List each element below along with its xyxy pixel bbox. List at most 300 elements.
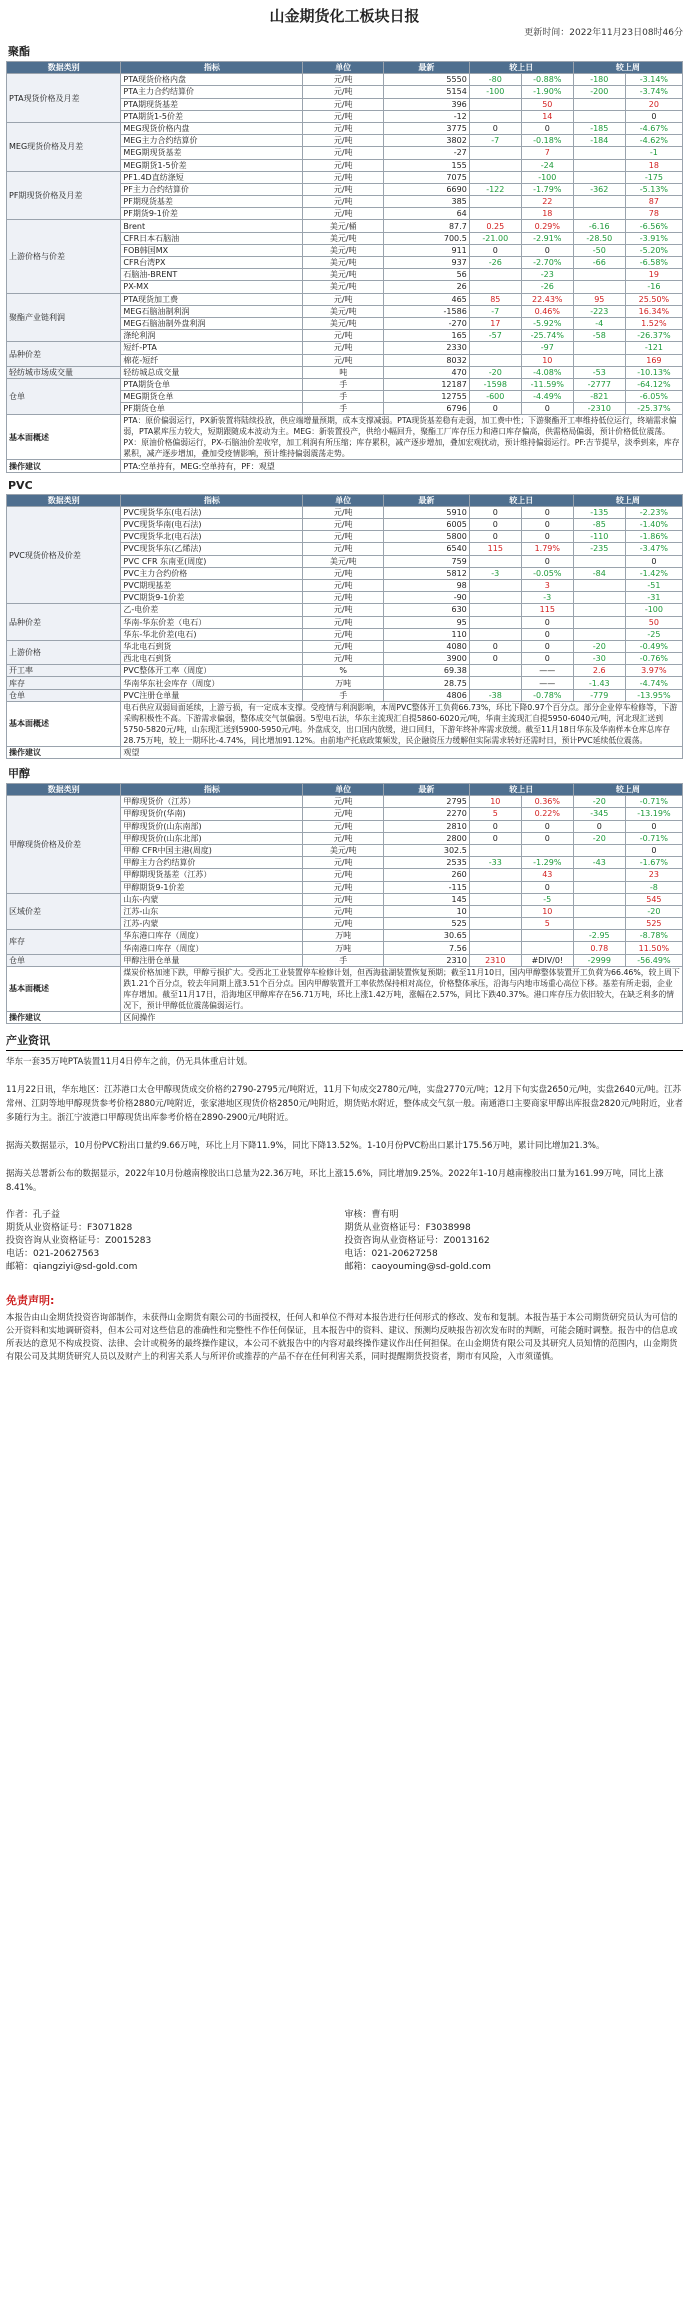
table-row	[7, 665, 683, 677]
latest-value: 6005	[383, 519, 469, 531]
indicator-cell: PVC主力合约价格	[121, 567, 303, 579]
unit-cell: 手	[303, 378, 384, 390]
indicator-cell: 甲醇注册仓单量	[121, 954, 303, 966]
day-change: -3	[469, 567, 521, 579]
day-change-pct: -4.49%	[521, 391, 573, 403]
category-cell: 轻纺城市场成交量	[7, 366, 121, 378]
week-change-pct: -5.13%	[625, 183, 682, 195]
week-change: -110	[573, 531, 625, 543]
unit-cell: 万吨	[303, 942, 384, 954]
indicator-cell: 江苏-山东	[121, 905, 303, 917]
column-header: 指标	[121, 494, 303, 506]
indicator-cell: 华南港口库存（周度）	[121, 942, 303, 954]
day-change: -100	[469, 86, 521, 98]
latest-value: 630	[383, 604, 469, 616]
week-change	[573, 98, 625, 110]
category-cell: 库存	[7, 930, 121, 954]
industry-news	[6, 1034, 683, 1195]
strategy-text: 区间操作	[121, 1011, 683, 1023]
unit-cell: 美元/吨	[303, 281, 384, 293]
day-change	[469, 665, 521, 677]
unit-cell: 元/吨	[303, 832, 384, 844]
day-change	[469, 196, 521, 208]
week-change: -28.50	[573, 232, 625, 244]
category-cell: 聚酯产业链利润	[7, 293, 121, 342]
week-change: 0.78	[573, 942, 625, 954]
day-change	[469, 592, 521, 604]
indicator-cell: 西北电石到货	[121, 653, 303, 665]
table-header-row	[7, 494, 683, 506]
indicator-cell: CFR日本石脑油	[121, 232, 303, 244]
unit-cell: 手	[303, 689, 384, 701]
industry-item: 据海关总署新公布的数据显示，2022年10月份越南橡胶出口总量为22.36万吨，环比上涨15.6%，同比增加9.25%。2022年1-10月越南橡胶出口量为161.99万吨，同比上涨8.41%。	[6, 1169, 664, 1193]
day-change: 115	[469, 543, 521, 555]
week-change-pct: 3.97%	[625, 665, 682, 677]
unit-cell: 元/吨	[303, 640, 384, 652]
week-change: 95	[573, 293, 625, 305]
week-change-pct: 18	[625, 159, 682, 171]
day-change-pct: 0	[521, 653, 573, 665]
day-change-pct	[521, 942, 573, 954]
week-change: -66	[573, 257, 625, 269]
latest-value: 260	[383, 869, 469, 881]
day-change-pct: 18	[521, 208, 573, 220]
day-change	[469, 208, 521, 220]
week-change	[573, 171, 625, 183]
day-change-pct: -5	[521, 893, 573, 905]
week-change	[573, 342, 625, 354]
day-change: 17	[469, 317, 521, 329]
day-change-pct: 22	[521, 196, 573, 208]
latest-value: 26	[383, 281, 469, 293]
latest-value: 3775	[383, 122, 469, 134]
indicator-cell: 涤纶利润	[121, 330, 303, 342]
category-cell: PTA现货价格及月差	[7, 74, 121, 123]
day-change-pct: 0	[521, 881, 573, 893]
week-change-pct: -2.23%	[625, 506, 682, 518]
day-change: 0.25	[469, 220, 521, 232]
table-row	[7, 677, 683, 689]
week-change-pct: 16.34%	[625, 305, 682, 317]
indicator-cell: 甲醇主力合约结算价	[121, 857, 303, 869]
table-row	[7, 954, 683, 966]
week-change-pct: -5.20%	[625, 244, 682, 256]
summary-text: 电石供应双弱局面延续，上游亏损，有一定成本支撑。受疫情与利润影响，本周PVC整体开工负荷66.73%，环比下降0.97个百分点。部分企业停车检修等，下游采购积极性不高。下游需求偏弱，整体成交气氛偏弱。5型电石法，华东主流现汇自提5860-6020元/吨，华南主流现汇自提5950-6040元/吨，河北现汇送到5750-5820元/吨，山东现汇送到5900-5950元/吨。外盘成交，出口国内放缓，进口回归，下游年终补库需求放缓。截至11月18日华东及华南样本仓库总库存28.75万吨，较上一期环比-4.74%，同比增加91.12%。由前地产托底政策频发，民企融资压力缓解但实际需求转好还需时日，预计PVC延续低位震荡。	[121, 701, 683, 746]
day-change	[469, 942, 521, 954]
week-change: -180	[573, 74, 625, 86]
week-change	[573, 208, 625, 220]
unit-cell: 元/吨	[303, 653, 384, 665]
latest-value: 56	[383, 269, 469, 281]
day-change	[469, 110, 521, 122]
week-change	[573, 893, 625, 905]
category-cell: 仓单	[7, 378, 121, 415]
day-change: 0	[469, 519, 521, 531]
section-title: PVC	[8, 478, 33, 492]
day-change: 0	[469, 506, 521, 518]
category-cell: 仓单	[7, 689, 121, 701]
unit-cell: 元/吨	[303, 293, 384, 305]
week-change: -58	[573, 330, 625, 342]
unit-cell: 元/吨	[303, 628, 384, 640]
day-change-pct: 0	[521, 244, 573, 256]
week-change-pct: -51	[625, 579, 682, 591]
column-header: 最新	[383, 494, 469, 506]
week-change: -1.43	[573, 677, 625, 689]
day-change-pct: 115	[521, 604, 573, 616]
day-change-pct: -0.05%	[521, 567, 573, 579]
day-change: 5	[469, 808, 521, 820]
week-change	[573, 354, 625, 366]
summary-label: 基本面概述	[7, 701, 121, 746]
author-email[interactable]: 邮箱：qiangziyi@sd-gold.com	[6, 1262, 138, 1272]
week-change: -135	[573, 506, 625, 518]
indicator-cell: 甲醇期现货基差（江苏）	[121, 869, 303, 881]
day-change-pct: 5	[521, 918, 573, 930]
indicator-cell: PTA主力合约结算价	[121, 86, 303, 98]
author-left	[6, 1209, 345, 1274]
week-change-pct: -6.05%	[625, 391, 682, 403]
unit-cell: 美元/吨	[303, 555, 384, 567]
day-change-pct: -23	[521, 269, 573, 281]
day-change-pct: 0	[521, 820, 573, 832]
day-change-pct: -0.78%	[521, 689, 573, 701]
indicator-cell: 轻纺城总成交量	[121, 366, 303, 378]
indicator-cell: Brent	[121, 220, 303, 232]
day-change: -33	[469, 857, 521, 869]
week-change-pct: -1.86%	[625, 531, 682, 543]
day-change	[469, 930, 521, 942]
indicator-cell: 棉花-短纤	[121, 354, 303, 366]
column-header: 数据类别	[7, 62, 121, 74]
unit-cell: 元/吨	[303, 519, 384, 531]
day-change	[469, 616, 521, 628]
table-row	[7, 342, 683, 354]
week-change-pct: -8.78%	[625, 930, 682, 942]
strategy-text: 观望	[121, 746, 683, 758]
section-table	[6, 783, 683, 1024]
unit-cell: 元/吨	[303, 354, 384, 366]
table-row	[7, 171, 683, 183]
indicator-cell: 华南-华东价差（电石）	[121, 616, 303, 628]
week-change: -185	[573, 122, 625, 134]
day-change	[469, 269, 521, 281]
day-change: 10	[469, 796, 521, 808]
week-change-pct: -20	[625, 905, 682, 917]
unit-cell: 美元/桶	[303, 220, 384, 232]
day-change-pct: -5.92%	[521, 317, 573, 329]
day-change	[469, 171, 521, 183]
reviewer-email[interactable]: 邮箱：caoyouming@sd-gold.com	[344, 1262, 491, 1272]
week-change-pct: -1.67%	[625, 857, 682, 869]
latest-value: 2310	[383, 954, 469, 966]
indicator-cell: PF期货仓单	[121, 403, 303, 415]
latest-value: -12	[383, 110, 469, 122]
day-change-pct: 7	[521, 147, 573, 159]
day-change: -38	[469, 689, 521, 701]
latest-value: 2800	[383, 832, 469, 844]
indicator-cell: PVC期货9-1价差	[121, 592, 303, 604]
table-row	[7, 506, 683, 518]
latest-value: 2270	[383, 808, 469, 820]
week-change: -2.95	[573, 930, 625, 942]
day-change	[469, 604, 521, 616]
unit-cell: 元/吨	[303, 183, 384, 195]
indicator-cell: 甲醇现货价(华南)	[121, 808, 303, 820]
reviewer-phone: 电话：021-20627258	[344, 1249, 438, 1259]
week-change-pct: -4.62%	[625, 135, 682, 147]
day-change: -21.00	[469, 232, 521, 244]
day-change: -7	[469, 135, 521, 147]
day-change: 0	[469, 820, 521, 832]
indicator-cell: PTA期货仓单	[121, 378, 303, 390]
unit-cell: 元/吨	[303, 135, 384, 147]
latest-value: 5812	[383, 567, 469, 579]
unit-cell: 美元/吨	[303, 257, 384, 269]
industry-item: 11月22日讯，华东地区：江苏港口太仓甲醇现货成交价格约2790-2795元/吨附近，11月下旬成交2780元/吨，实盘2770元/吨；12月下旬实盘2650元/吨，实盘2640元/吨。江苏常州、江阴等地甲醇现货参考价格2880元/吨附近，张家港地区现货价格2850元/吨附近，期货贴水附近，整体成交气氛一般。南通港口主要商家甲醇出库报盘2820元/吨附近，业者多随行为主。浙江宁波港口甲醇现货出库参考价格在2890-2900元/吨附近。	[6, 1085, 683, 1123]
week-change-pct: -0.49%	[625, 640, 682, 652]
author-consult-license: 投资咨询从业资格证号：Z0015283	[6, 1236, 152, 1246]
unit-cell: 元/吨	[303, 567, 384, 579]
day-change-pct: 0.29%	[521, 220, 573, 232]
day-change	[469, 881, 521, 893]
latest-value: 10	[383, 905, 469, 917]
week-change	[573, 281, 625, 293]
unit-cell: 美元/吨	[303, 317, 384, 329]
table-row	[7, 378, 683, 390]
column-header: 指标	[121, 62, 303, 74]
week-change	[573, 905, 625, 917]
latest-value: 5550	[383, 74, 469, 86]
indicator-cell: PTA期货1-5价差	[121, 110, 303, 122]
week-change: -200	[573, 86, 625, 98]
day-change: -57	[469, 330, 521, 342]
unit-cell: 元/吨	[303, 543, 384, 555]
indicator-cell: 甲醇现货价(山东北部)	[121, 832, 303, 844]
indicator-cell: PVC期现基差	[121, 579, 303, 591]
week-change-pct: -1.40%	[625, 519, 682, 531]
column-header: 数据类别	[7, 784, 121, 796]
day-change-pct: 0.36%	[521, 796, 573, 808]
day-change: -20	[469, 366, 521, 378]
indicator-cell: 甲醇现货价(山东南部)	[121, 820, 303, 832]
indicator-cell: MEG主力合约结算价	[121, 135, 303, 147]
week-change: -821	[573, 391, 625, 403]
day-change	[469, 677, 521, 689]
indicator-cell: FOB韩国MX	[121, 244, 303, 256]
week-change: -223	[573, 305, 625, 317]
unit-cell: 万吨	[303, 677, 384, 689]
week-change: -6.16	[573, 220, 625, 232]
category-cell: 甲醇现货价格及价差	[7, 796, 121, 894]
latest-value: 2795	[383, 796, 469, 808]
table-row	[7, 796, 683, 808]
indicator-cell: MEG期现货基差	[121, 147, 303, 159]
day-change: -26	[469, 257, 521, 269]
column-header: 较上日	[469, 784, 573, 796]
latest-value: -90	[383, 592, 469, 604]
indicator-cell: 石脑油-BRENT	[121, 269, 303, 281]
latest-value: 5800	[383, 531, 469, 543]
latest-value: 155	[383, 159, 469, 171]
indicator-cell: MEG期货1-5价差	[121, 159, 303, 171]
indicator-cell: PF主力合约结算价	[121, 183, 303, 195]
disclaimer-title: 免责声明:	[6, 1294, 55, 1307]
day-change-pct: -4.08%	[521, 366, 573, 378]
unit-cell: 元/吨	[303, 531, 384, 543]
column-header: 最新	[383, 62, 469, 74]
week-change-pct: -0.71%	[625, 796, 682, 808]
author-phone: 电话：021-20627563	[6, 1249, 100, 1259]
week-change-pct: -1.42%	[625, 567, 682, 579]
unit-cell: 万吨	[303, 930, 384, 942]
week-change-pct: -64.12%	[625, 378, 682, 390]
latest-value: 525	[383, 918, 469, 930]
day-change-pct: -24	[521, 159, 573, 171]
latest-value: 12755	[383, 391, 469, 403]
column-header: 数据类别	[7, 494, 121, 506]
column-header: 较上周	[573, 62, 682, 74]
unit-cell: 元/吨	[303, 98, 384, 110]
week-change-pct: -4.67%	[625, 122, 682, 134]
column-header: 单位	[303, 784, 384, 796]
latest-value: 302.5	[383, 844, 469, 856]
week-change-pct: -3.14%	[625, 74, 682, 86]
unit-cell: 元/吨	[303, 869, 384, 881]
week-change: -20	[573, 640, 625, 652]
latest-value: 12187	[383, 378, 469, 390]
week-change-pct: -56.49%	[625, 954, 682, 966]
latest-value: -115	[383, 881, 469, 893]
day-change: 0	[469, 832, 521, 844]
indicator-cell: 华东-华北价差(电石)	[121, 628, 303, 640]
day-change: -600	[469, 391, 521, 403]
latest-value: 465	[383, 293, 469, 305]
latest-value: 3900	[383, 653, 469, 665]
day-change: -80	[469, 74, 521, 86]
table-row	[7, 893, 683, 905]
week-change-pct: 0	[625, 844, 682, 856]
column-header: 单位	[303, 494, 384, 506]
week-change-pct: -13.19%	[625, 808, 682, 820]
week-change: 0	[573, 820, 625, 832]
category-cell: PF期现货价格及月差	[7, 171, 121, 220]
day-change	[469, 918, 521, 930]
unit-cell: 元/吨	[303, 74, 384, 86]
day-change: 85	[469, 293, 521, 305]
week-change-pct: -26.37%	[625, 330, 682, 342]
section-title: 聚酯	[8, 45, 30, 58]
author-right	[345, 1209, 684, 1274]
indicator-cell: PTA现货加工费	[121, 293, 303, 305]
report-title: 山金期货化工板块日报	[269, 7, 420, 25]
strategy-text: PTA:空单持有，MEG:空单持有，PF：观望	[121, 460, 683, 472]
day-change-pct: 0	[521, 555, 573, 567]
author-license: 期货从业资格证号：F3071828	[6, 1223, 133, 1233]
day-change-pct: #DIV/0!	[521, 954, 573, 966]
week-change-pct: -6.58%	[625, 257, 682, 269]
week-change	[573, 918, 625, 930]
summary-label: 基本面概述	[7, 415, 121, 460]
table-row	[7, 930, 683, 942]
latest-value: 3802	[383, 135, 469, 147]
week-change-pct: 25.50%	[625, 293, 682, 305]
week-change: -2999	[573, 954, 625, 966]
day-change-pct: -1.90%	[521, 86, 573, 98]
day-change-pct: 0	[521, 122, 573, 134]
table-row	[7, 220, 683, 232]
column-header: 较上日	[469, 494, 573, 506]
week-change-pct: 0	[625, 820, 682, 832]
unit-cell: 元/吨	[303, 893, 384, 905]
day-change-pct: -25.74%	[521, 330, 573, 342]
week-change-pct: -3.74%	[625, 86, 682, 98]
category-cell: 区域价差	[7, 893, 121, 930]
week-change-pct: -25	[625, 628, 682, 640]
week-change-pct: 19	[625, 269, 682, 281]
week-change	[573, 147, 625, 159]
latest-value: 6690	[383, 183, 469, 195]
unit-cell: 元/吨	[303, 171, 384, 183]
indicator-cell: PVC整体开工率（周度）	[121, 665, 303, 677]
reviewer-license: 期货从业资格证号：F3038998	[344, 1223, 471, 1233]
week-change	[573, 159, 625, 171]
unit-cell: 美元/吨	[303, 844, 384, 856]
indicator-cell: PX-MX	[121, 281, 303, 293]
day-change: -7	[469, 305, 521, 317]
unit-cell: 元/吨	[303, 122, 384, 134]
latest-value: 396	[383, 98, 469, 110]
category-cell: MEG现货价格及月差	[7, 122, 121, 171]
indicator-cell: MEG期货仓单	[121, 391, 303, 403]
week-change: -184	[573, 135, 625, 147]
latest-value: 911	[383, 244, 469, 256]
day-change-pct: 0.22%	[521, 808, 573, 820]
summary-row	[7, 966, 683, 1011]
day-change	[469, 905, 521, 917]
unit-cell: 元/吨	[303, 196, 384, 208]
latest-value: 6796	[383, 403, 469, 415]
unit-cell: 元/吨	[303, 857, 384, 869]
day-change-pct	[521, 844, 573, 856]
unit-cell: 元/吨	[303, 579, 384, 591]
day-change	[469, 342, 521, 354]
latest-value: 145	[383, 893, 469, 905]
strategy-label: 操作建议	[7, 746, 121, 758]
week-change-pct: 525	[625, 918, 682, 930]
latest-value: 98	[383, 579, 469, 591]
day-change-pct: 0.46%	[521, 305, 573, 317]
week-change	[573, 110, 625, 122]
day-change-pct: 0	[521, 519, 573, 531]
table-header-row	[7, 784, 683, 796]
day-change-pct: -97	[521, 342, 573, 354]
day-change: 0	[469, 531, 521, 543]
indicator-cell: 短纤-PTA	[121, 342, 303, 354]
unit-cell: 元/吨	[303, 506, 384, 518]
week-change	[573, 579, 625, 591]
day-change: 2310	[469, 954, 521, 966]
indicator-cell: PF期现货基差	[121, 196, 303, 208]
day-change-pct: 0	[521, 403, 573, 415]
latest-value: 95	[383, 616, 469, 628]
week-change-pct: 87	[625, 196, 682, 208]
day-change-pct: -26	[521, 281, 573, 293]
week-change: -4	[573, 317, 625, 329]
strategy-label: 操作建议	[7, 460, 121, 472]
summary-text: PTA：原价偏弱运行，PX新装置将陆续投放，供应端增量预期，成本支撑减弱。PTA现货基差稳有走弱，加工费中性；下游聚酯开工率维持低位运行，终端需求偏弱，PTA累库压力较大，短期跟随成本波动为主。MEG：新装置投产，供给小幅回升，聚酯工厂库存压力和港口库存偏高，供需格局偏弱，预计价格低位震荡。PX：原油价格偏弱运行，PX-石脑油价差收窄，加工利润有所压缩；库存累积，减产逐步增加，叠加宏观扰动，预计维持偏弱运行。PF:吉节提早，淡季到来，库存累积，减产逐步增加，叠加受疫情影响，预计维持偏弱震荡走势。	[121, 415, 683, 460]
latest-value: 8032	[383, 354, 469, 366]
